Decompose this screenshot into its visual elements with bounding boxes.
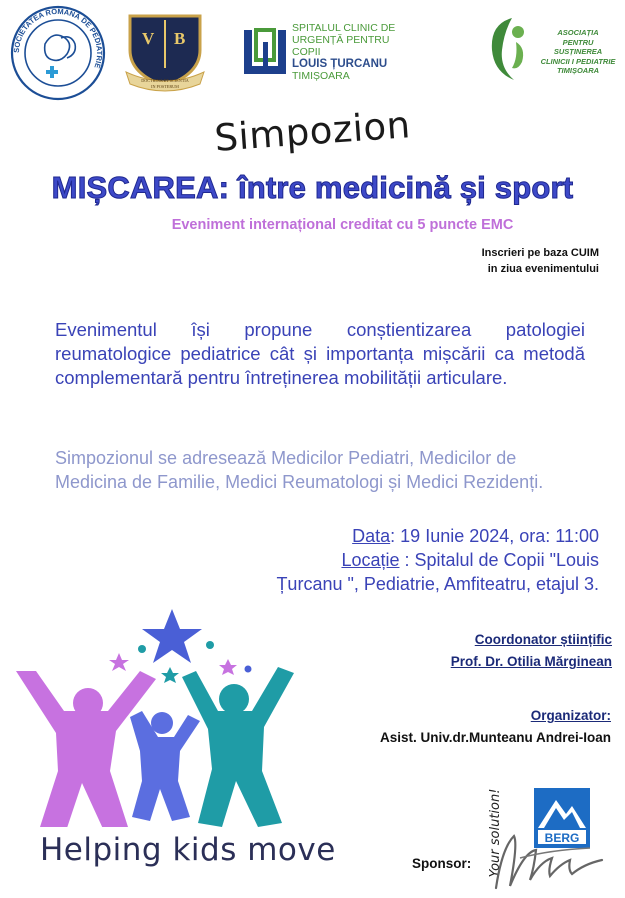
srp-logo-graphic bbox=[9, 4, 107, 102]
location-line bbox=[276, 548, 599, 572]
mother-child-icon bbox=[486, 14, 534, 82]
location-value-1: : Spitalul de Copii "Louis bbox=[399, 550, 599, 570]
vb-motto-1: DOCTRINA ET SCIENTIA bbox=[141, 78, 189, 83]
date-line bbox=[276, 524, 599, 548]
assoc-line-2: PENTRU SUSȚINEREA bbox=[553, 37, 603, 56]
association-logo bbox=[486, 14, 621, 86]
berg-name: BERG bbox=[544, 831, 580, 845]
small-star-icon bbox=[109, 653, 129, 671]
coordinator-label: Coordonator științific bbox=[474, 632, 612, 647]
organizer-block bbox=[380, 705, 611, 749]
event-details bbox=[276, 524, 599, 596]
organizer-name: Asist. Univ.dr.Munteanu Andrei-Ioan bbox=[379, 730, 611, 745]
hospital-line-3: LOUIS ȚURCANU bbox=[292, 58, 388, 70]
organizer-label: Organizator: bbox=[530, 708, 611, 723]
assoc-line-4: TIMIȘOARA bbox=[556, 66, 600, 75]
small-star-icon bbox=[161, 667, 179, 683]
kids-illustration bbox=[12, 607, 332, 827]
date-value: : 19 Iunie 2024, ora: 11:00 bbox=[390, 526, 599, 546]
location-value-2: Țurcanu ", Pediatrie, Amfiteatru, etajul 3. bbox=[276, 574, 599, 594]
sponsor-label: Sponsor: bbox=[412, 856, 472, 871]
vb-letter-b: B bbox=[174, 29, 186, 48]
sponsor-slogan-text: Your solution! bbox=[488, 788, 503, 878]
coordinator-name: Prof. Dr. Otilia Mărginean bbox=[450, 654, 612, 669]
location-label: Locație bbox=[341, 550, 400, 570]
srp-ring-text: SOCIETATEA ROMÂNĂ DE PEDIATRIE bbox=[11, 6, 105, 70]
tagline: Helping kids move bbox=[40, 832, 336, 868]
date-label: Data bbox=[352, 526, 391, 546]
purpose-paragraph: Evenimentul își propune conștientizarea patologiei reumatologice pediatrice cât și importanța mișcării ca metodă complementară pentru întreținerea mobilității articulare. bbox=[55, 319, 585, 388]
vb-motto-2: IN POSTERUM bbox=[151, 84, 179, 89]
hospital-line-2: URGENȚĂ PENTRU COPII bbox=[292, 34, 390, 58]
hospital-mark-icon bbox=[244, 24, 286, 80]
hospital-line-1: SPITALUL CLINIC DE bbox=[292, 22, 396, 34]
vb-letter-v: V bbox=[142, 29, 155, 48]
hospital-line-4: TIMIȘOARA bbox=[292, 70, 350, 82]
kids-graphic bbox=[12, 607, 332, 827]
registration-line-1: Inscrieri pe baza CUIM bbox=[481, 247, 599, 259]
signature bbox=[490, 818, 620, 893]
audience-paragraph: Simpozionul se adresează Medicilor Pediatri, Medicilor de Medicina de Familie, Medici Reumatologi și Medici Rezidenți. bbox=[55, 448, 544, 492]
small-star-icon bbox=[219, 659, 237, 675]
hospital-logo bbox=[244, 22, 409, 82]
assoc-line-1: ASOCIAȚIA bbox=[557, 28, 599, 37]
registration-note bbox=[482, 245, 599, 277]
srp-logo bbox=[9, 4, 107, 102]
event-subtitle: Eveniment internațional creditat cu 5 puncte EMC bbox=[171, 217, 514, 233]
registration-line-2: in ziua evenimentului bbox=[487, 263, 599, 275]
vb-university-crest bbox=[120, 10, 210, 96]
event-title: MIȘCAREA: între medicină și sport bbox=[51, 170, 574, 205]
crest-graphic bbox=[120, 10, 210, 96]
coordinator-block bbox=[451, 629, 612, 673]
assoc-line-3: CLINICII I PEDIATRIE bbox=[540, 56, 616, 66]
big-star-icon bbox=[142, 609, 202, 663]
event-kicker: Simpozion bbox=[213, 103, 412, 160]
